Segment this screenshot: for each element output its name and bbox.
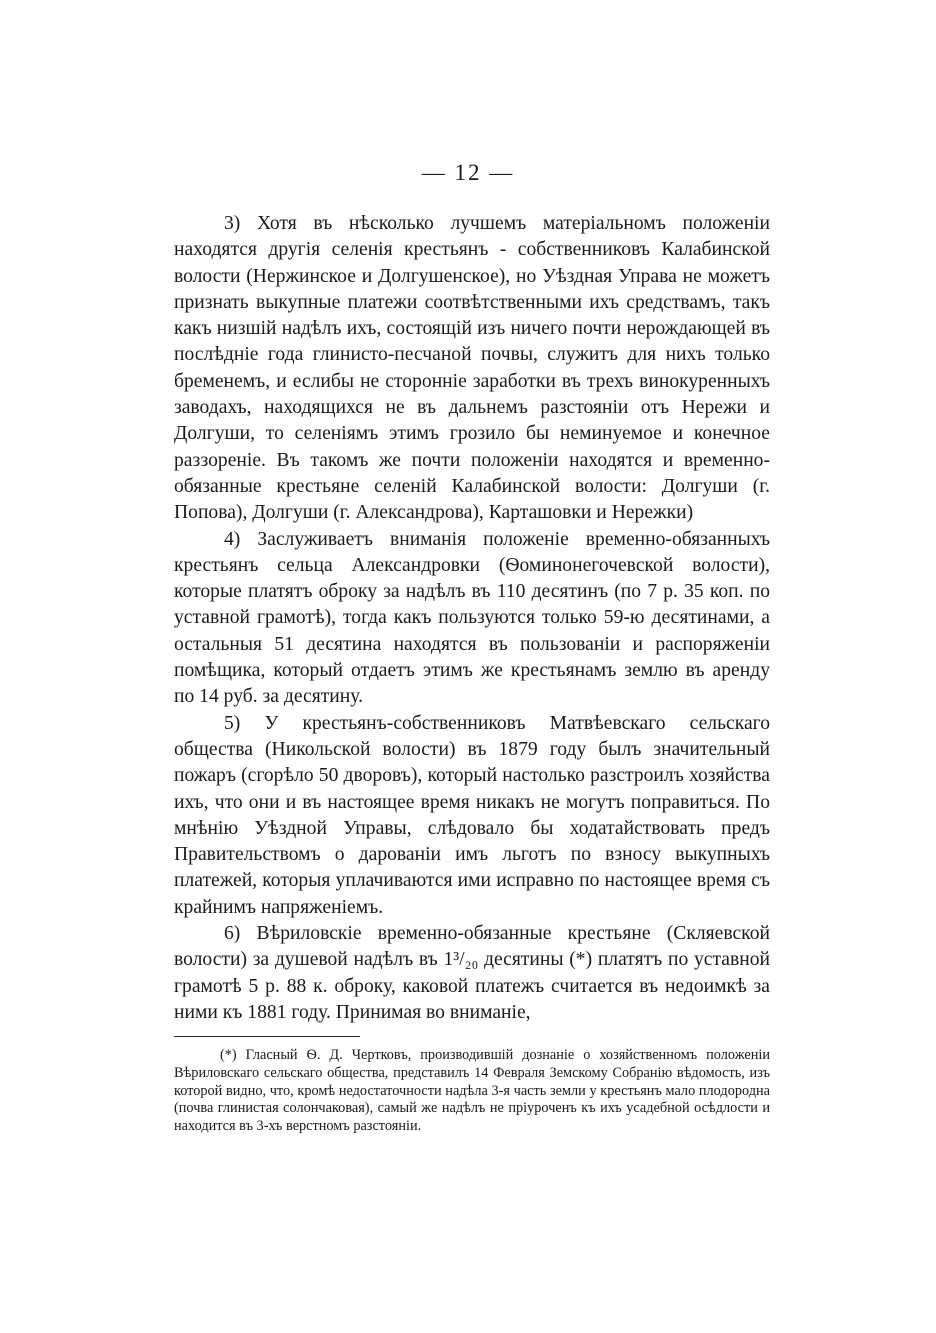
paragraph-5: 5) У крестьянъ-собственниковъ Матвѣевскаго сельскаго общества (Никольской волости) въ 1879 году былъ значительный пожаръ (сгорѣло 50 дворовъ), который настолько разстроилъ хозяйства ихъ, что они и въ настоящее время никакъ не могутъ поправиться. По мнѣнію Уѣздной Управы, слѣдовало бы ходатайствовать предъ Правительствомъ о дарованіи имъ льготъ по взносу выкупныхъ платежей, которыя уплачиваются ими исправно по настоящее время съ крайнимъ напряженіемъ. xyxy=(174,712,770,918)
footnote-divider xyxy=(174,1036,360,1037)
page-number: — 12 — xyxy=(421,160,515,185)
footnote: (*) Гласный Ѳ. Д. Чертковъ, производившій дознаніе о хозяйственномъ положеніи Вѣриловскаго сельскаго общества, представилъ 14 Февраля Земскому Собранію вѣдомость, изъ которой видно, что, кромѣ недостаточности надѣла 3-я часть земли у крестьянъ мало плодородна (почва глинистая солончаковая), самый же надѣлъ не пріуроченъ къ ихъ усадебной осѣдлости и находится въ 3-хъ верстномъ разстояніи. xyxy=(174,1047,770,1135)
paragraph-4: 4) Заслуживаетъ вниманія положеніе временно-обязанныхъ крестьянъ сельца Александровки (Ѳоминонегочевской волости), которые платятъ оброку за надѣлъ въ 110 десятинъ (по 7 р. 35 коп. по уставной грамотѣ), тогда какъ пользуются только 59-ю десятинами, а остальныя 51 десятина находятся въ пользованіи и распоряженіи помѣщика, который отдаетъ этимъ же крестьянамъ землю въ аренду по 14 руб. за десятину. xyxy=(174,528,770,708)
paragraph-6: 6) Вѣриловскіе временно-обязанные крестьяне (Скляевской волости) за душевой надѣлъ въ 1³/₂₀ десятины (*) платятъ по уставной грамотѣ 5 р. 88 к. оброку, каковой платежъ считается въ недоимкѣ за ними къ 1881 году. Принимая во вниманіе, xyxy=(174,923,770,1023)
paragraph-3: 3) Хотя въ нѣсколько лучшемъ матеріальномъ положеніи находятся другія селенія крестьянъ - собственниковъ Калабинской волости (Нержинское и Долгушенское), но Уѣздная Управа не можетъ признать выкупные платежи соотвѣтственными ихъ средствамъ, такъ какъ низшій надѣлъ ихъ, состоящій изъ ничего почти нерождающей въ послѣдніе года глинисто-песчаной почвы, служитъ для нихъ только бременемъ, и еслибы не сторонніе заработки въ трехъ винокуренныхъ заводахъ, находящихся не въ дальнемъ разстояніи отъ Нережи и Долгуши, то селеніямъ этимъ грозило бы неминуемое и конечное раззореніе. Въ такомъ же почти положеніи находятся и временно-обязанные крестьяне селеній Калабинской волости: Долгуши (г. Попова), Долгуши (г. Александрова), Карташовки и Нережки) xyxy=(174,213,770,524)
main-text xyxy=(174,211,770,1026)
